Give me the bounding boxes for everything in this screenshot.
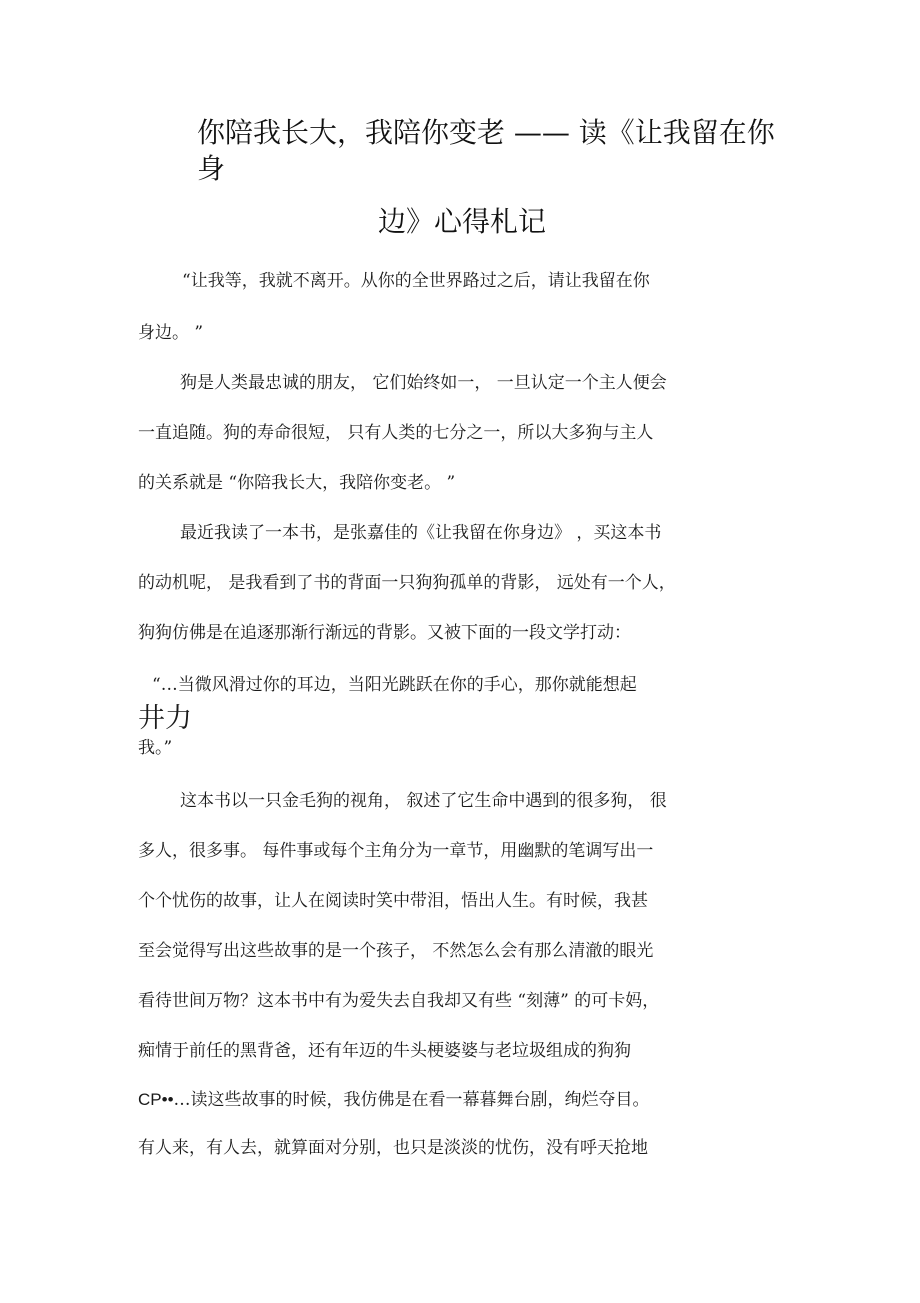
paragraph-4-line-4: 至会觉得写出这些故事的是一个孩子， 不然怎么会有那么清澈的眼光 (138, 941, 654, 961)
paragraph-2-line-2: 一直追随。狗的寿命很短， 只有人类的七分之一，所以大多狗与主人 (138, 423, 654, 443)
paragraph-1-line-2: 身边。 ” (138, 323, 204, 343)
paragraph-4-line-2: 多人，很多事。 每件事或每个主角分为一章节，用幽默的笔调写出一 (138, 841, 654, 861)
paragraph-1-line-1: “让我等，我就不离开。从你的全世界路过之后，请让我留在你 (182, 271, 650, 291)
paragraph-4-line-6: 痴情于前任的黑背爸，还有年迈的牛头梗婆婆与老垃圾组成的狗狗 (138, 1041, 631, 1061)
paragraph-3-line-3: 狗狗仿佛是在追逐那渐行渐远的背影。又被下面的一段文学打动： (138, 623, 631, 643)
paragraph-4-line-3: 个个忧伤的故事，让人在阅读时笑中带泪，悟出人生。有时候，我甚 (138, 891, 648, 911)
quote-line-1: “…当微风滑过你的耳边，当阳光跳跃在你的手心，那你就能想起 (152, 675, 637, 695)
paragraph-4-line-8: 有人来，有人去，就算面对分别，也只是淡淡的忧伤，没有呼天抢地 (138, 1138, 648, 1158)
paragraph-4-line-7-text: …读这些故事的时候，我仿佛是在看一幕暮舞台剧，绚烂夺目。 (173, 1090, 650, 1110)
title-line-2: 身 (197, 152, 226, 185)
paragraph-4-line-7 (138, 1089, 650, 1111)
paragraph-2-line-3: 的关系就是 “你陪我长大，我陪你变老。 ” (138, 473, 456, 493)
paragraph-4-line-5: 看待世间万物？这本书中有为爱失去自我却又有些 “刻薄” 的可卡妈， (138, 991, 660, 1011)
paragraph-2-line-1: 狗是人类最忠诚的朋友， 它们始终如一， 一旦认定一个主人便会 (180, 373, 667, 393)
paragraph-4-line-1: 这本书以一只金毛狗的视角， 叙述了它生命中遇到的很多狗， 很 (180, 791, 667, 811)
cp-prefix: CP•• (138, 1090, 174, 1109)
paragraph-3-line-2: 的动机呢， 是我看到了书的背面一只狗狗孤单的背影， 远处有一个人， (138, 573, 676, 593)
quote-line-2: 我。” (138, 738, 173, 758)
title-line-3: 边》心得札记 (378, 205, 547, 238)
title-line-1: 你陪我长大，我陪你变老 —— 读《让我留在你 (197, 116, 775, 149)
paragraph-3-line-1: 最近我读了一本书，是张嘉佳的《让我留在你身边》 ，买这本书 (180, 523, 662, 543)
ocr-artifact-text: 井力 (138, 703, 192, 734)
